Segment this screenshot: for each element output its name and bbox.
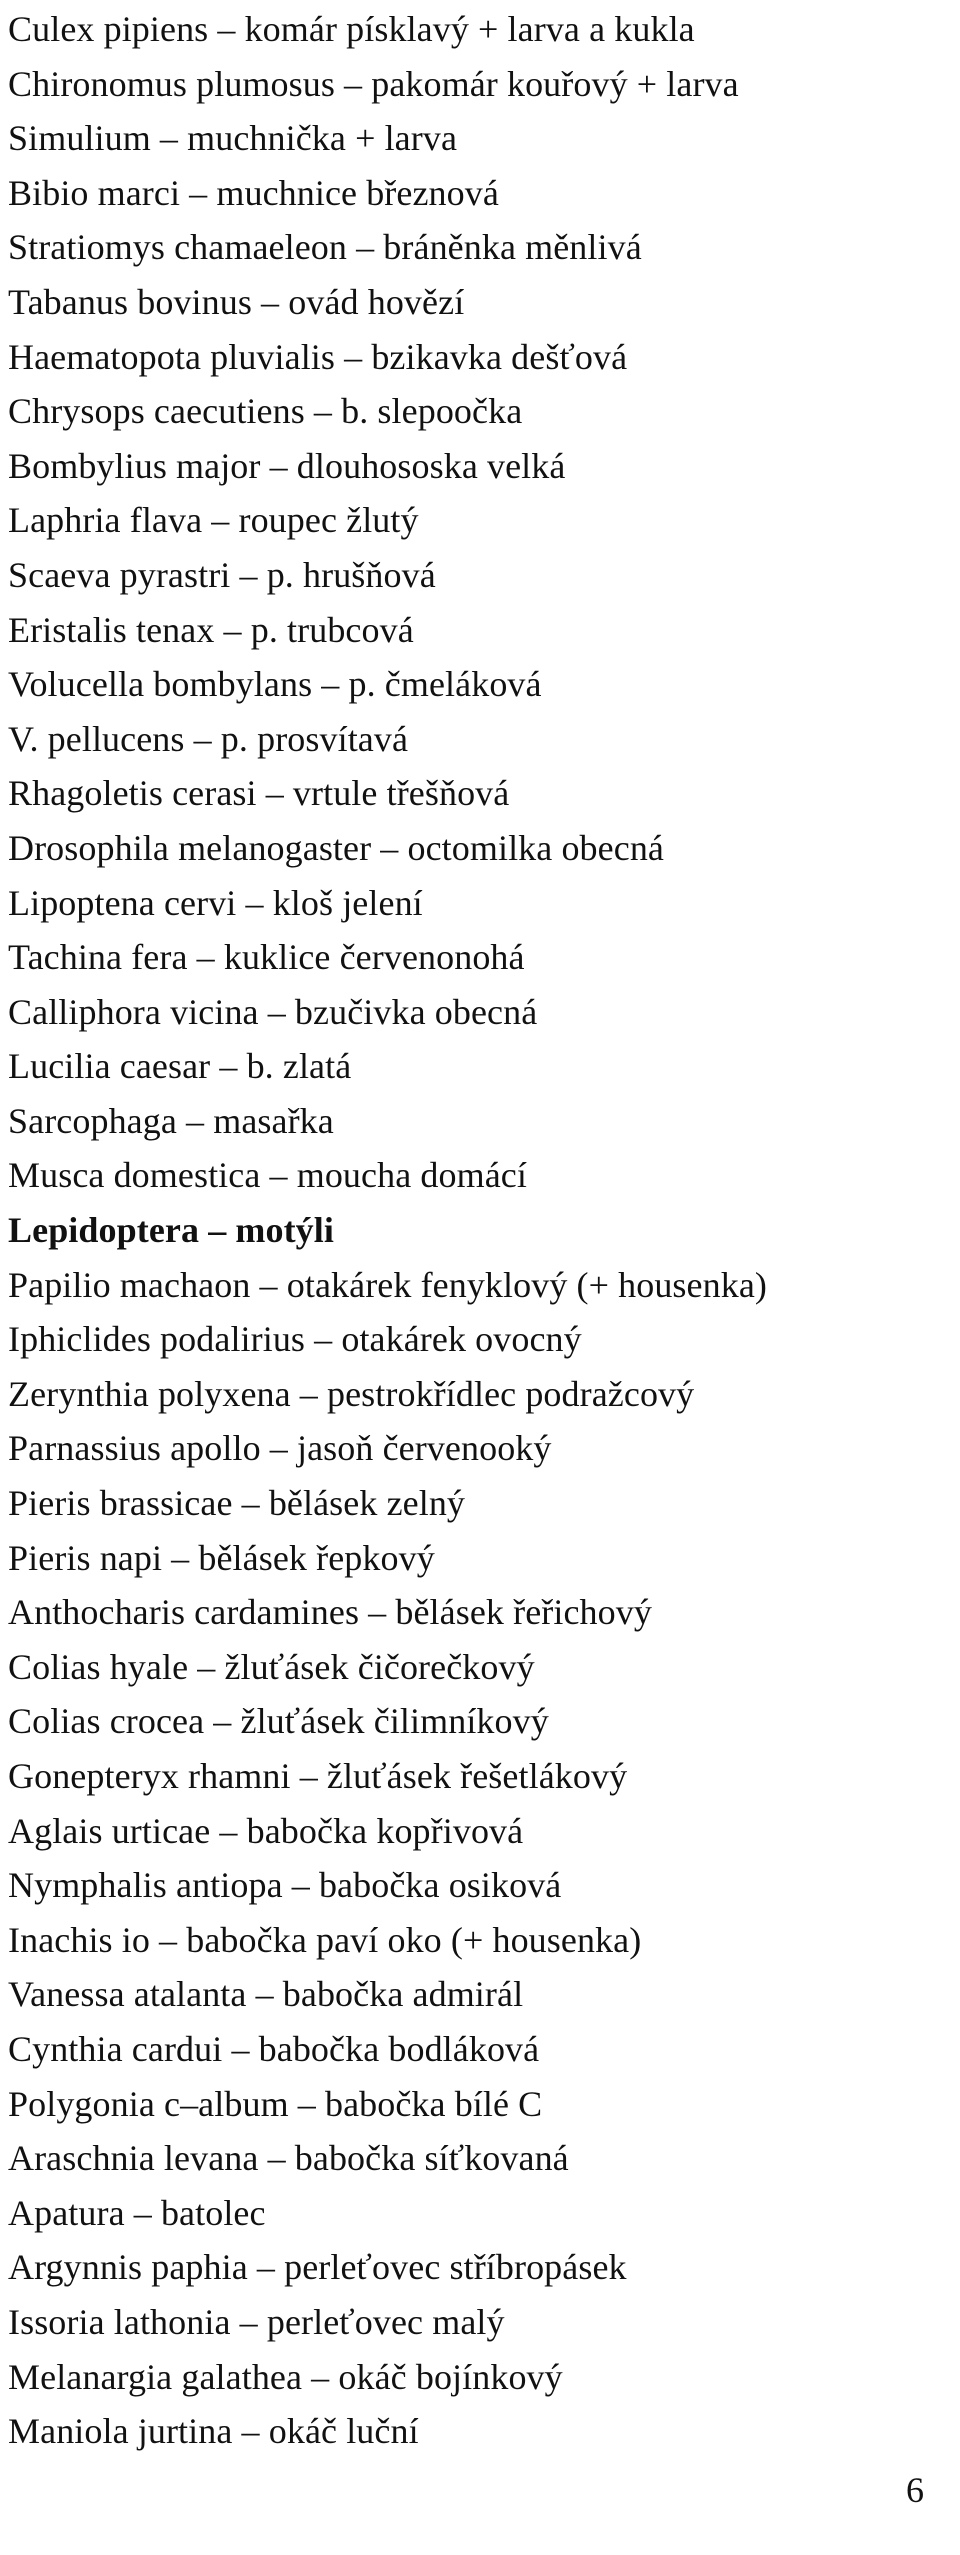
- list-item: Aglais urticae – babočka kopřivová: [8, 1810, 524, 1851]
- list-item: Chrysops caecutiens – b. slepoočka: [8, 391, 523, 432]
- page-number: 6: [906, 2470, 924, 2510]
- list-item: Bibio marci – muchnice březnová: [8, 172, 499, 213]
- list-item: Bombylius major – dlouhososka velká: [8, 445, 566, 486]
- list-item: Zerynthia polyxena – pestrokřídlec podražcový: [8, 1373, 695, 1414]
- list-item: Tabanus bovinus – ovád hovězí: [8, 281, 465, 322]
- list-item: Colias hyale – žluťásek čičorečkový: [8, 1646, 535, 1687]
- list-item: Lucilia caesar – b. zlatá: [8, 1046, 352, 1087]
- list-item: Vanessa atalanta – babočka admirál: [8, 1974, 524, 2015]
- list-item: Araschnia levana – babočka síťkovaná: [8, 2138, 569, 2179]
- list-item: Gonepteryx rhamni – žluťásek řešetlákový: [8, 1756, 628, 1796]
- list-item: Issoria lathonia – perleťovec malý: [8, 2301, 505, 2342]
- list-item: Eristalis tenax – p. trubcová: [8, 609, 414, 650]
- list-item: Cynthia cardui – babočka bodláková: [8, 2028, 540, 2069]
- list-item: Lipoptena cervi – kloš jelení: [8, 882, 423, 923]
- list-item: Colias crocea – žluťásek čilimníkový: [8, 1701, 549, 1742]
- list-item: Volucella bombylans – p. čmeláková: [8, 664, 542, 705]
- list-item: Anthocharis cardamines – bělásek řeřichový: [8, 1592, 652, 1633]
- list-item: Parnassius apollo – jasoň červenooký: [8, 1428, 552, 1469]
- list-item: Culex pipiens – komár písklavý + larva a kukla: [8, 9, 695, 49]
- list-item: Polygonia c–album – babočka bílé C: [8, 2083, 543, 2124]
- list-item: Laphria flava – roupec žlutý: [8, 500, 419, 541]
- list-item: Pieris brassicae – bělásek zelný: [8, 1483, 466, 1524]
- section-heading: Lepidoptera – motýli: [8, 1210, 334, 1251]
- list-item: Scaeva pyrastri – p. hrušňová: [8, 554, 436, 595]
- list-item: Papilio machaon – otakárek fenyklový (+ housenka): [8, 1264, 767, 1305]
- list-item: Melanargia galathea – okáč bojínkový: [8, 2356, 563, 2397]
- list-item: Pieris napi – bělásek řepkový: [8, 1537, 435, 1578]
- list-item: Sarcophaga – masařka: [8, 1100, 334, 1141]
- list-item: Chironomus plumosus – pakomár kouřový + larva: [8, 63, 739, 104]
- list-item: Stratiomys chamaeleon – bráněnka měnlivá: [8, 227, 642, 268]
- list-item: Maniola jurtina – okáč luční: [8, 2411, 419, 2452]
- list-item: Nymphalis antiopa – babočka osiková: [8, 1865, 562, 1906]
- list-item: Rhagoletis cerasi – vrtule třešňová: [8, 773, 510, 814]
- list-item: Argynnis paphia – perleťovec stříbropásek: [8, 2247, 627, 2288]
- list-item: Calliphora vicina – bzučivka obecná: [8, 991, 538, 1032]
- list-item: Tachina fera – kuklice červenonohá: [8, 937, 525, 978]
- species-list: [8, 2, 958, 2459]
- list-item: Iphiclides podalirius – otakárek ovocný: [8, 1319, 582, 1360]
- list-item: Apatura – batolec: [8, 2192, 266, 2233]
- list-item: Musca domestica – moucha domácí: [8, 1155, 527, 1196]
- list-item: Haematopota pluvialis – bzikavka dešťová: [8, 336, 628, 377]
- list-item: Drosophila melanogaster – octomilka obecná: [8, 827, 664, 868]
- list-item: V. pellucens – p. prosvítavá: [8, 718, 409, 759]
- list-item: Simulium – muchnička + larva: [8, 118, 458, 159]
- list-item: Inachis io – babočka paví oko (+ housenka): [8, 1919, 642, 1960]
